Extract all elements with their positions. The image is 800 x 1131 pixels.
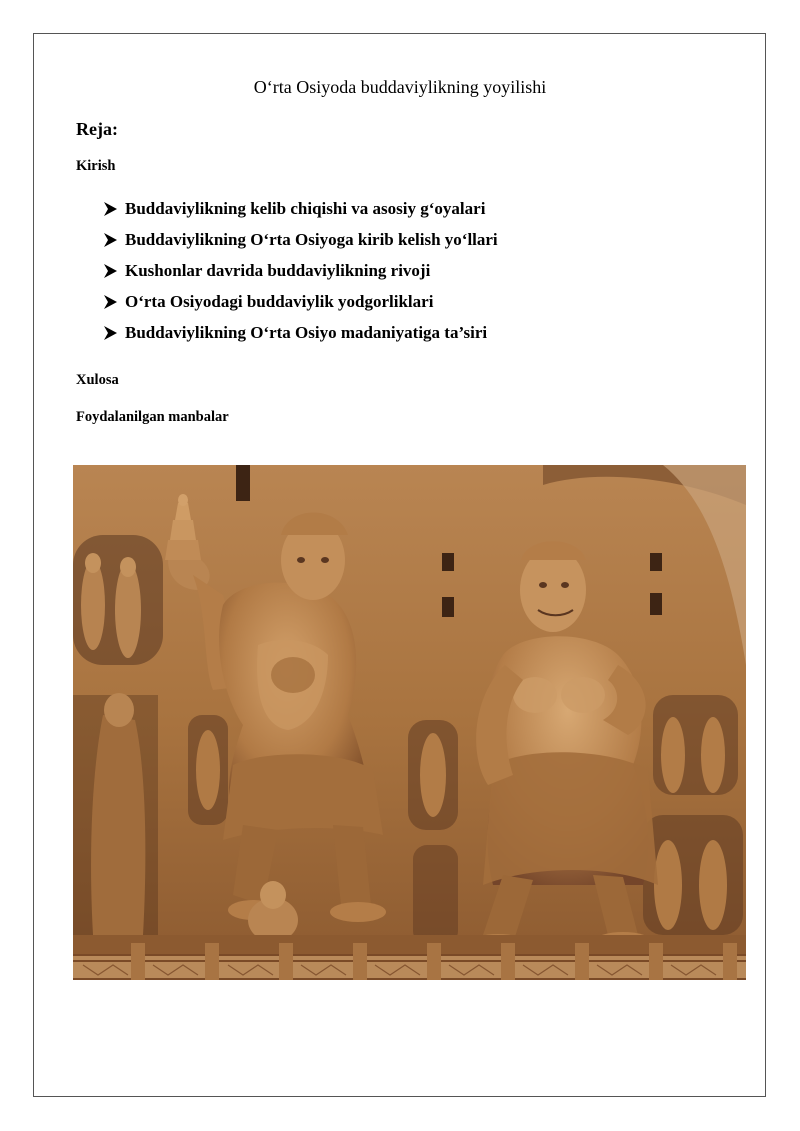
plan-item: [104, 286, 498, 317]
plan-item: [104, 317, 498, 348]
plan-item: [104, 224, 498, 255]
plan-item: [104, 255, 498, 286]
sources-label: Foydalanilgan manbalar: [76, 409, 229, 425]
arrowhead-bullet-icon: [104, 264, 117, 278]
arrowhead-bullet-icon: [104, 233, 117, 247]
plan-item-text: Kushonlar davrida buddaviylikning rivoji: [125, 260, 431, 280]
plan-heading: Reja:: [76, 119, 118, 139]
plan-item-text: Buddaviylikning kelib chiqishi va asosiy g‘oyalari: [125, 198, 486, 218]
document-title: O‘rta Osiyoda buddaviylikning yoyilishi: [253, 77, 547, 97]
intro-label: Kirish: [76, 158, 116, 174]
arrowhead-bullet-icon: [104, 326, 117, 340]
stone-base: [73, 935, 746, 955]
plan-item-text: Buddaviylikning O‘rta Osiyoga kirib kelish yo‘llari: [125, 229, 498, 249]
left-standing-figure: [91, 715, 145, 935]
plan-item-text: O‘rta Osiyodagi buddaviylik yodgorliklari: [125, 291, 434, 311]
plan-list: [104, 193, 498, 348]
plan-item-text: Buddaviylikning O‘rta Osiyo madaniyatiga ta’siri: [125, 322, 488, 342]
arrowhead-bullet-icon: [104, 295, 117, 309]
arrowhead-bullet-icon: [104, 202, 117, 216]
plan-item: [104, 193, 498, 224]
buddhist-relief-photo: [73, 465, 746, 980]
conclusion-label: Xulosa: [76, 372, 119, 388]
